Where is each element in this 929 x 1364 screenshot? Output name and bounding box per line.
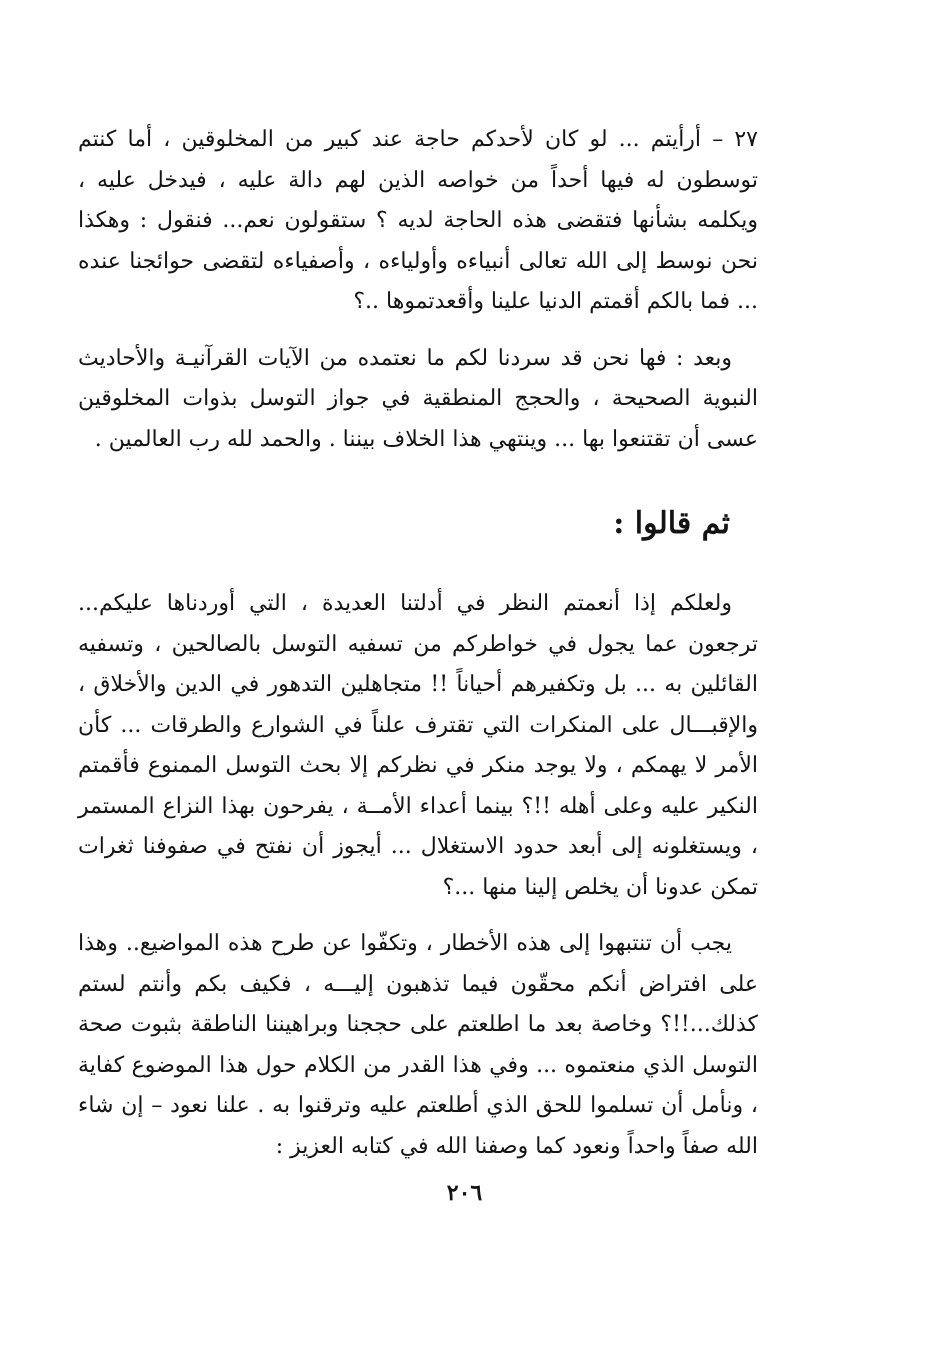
paragraph-reflection: ولعلكم إذا أنعمتم النظر في أدلتنا العديدة ، التي أوردناها عليكم... ترجعون عما يجول في خواطركم من تسفيه التوسل بالصالحين ، وتسفيه القائلين به ... بل وتكفيرهم أحياناً !! متجاهلين التدهور في الدين والأخلاق ، والإقبـــال على المنكرات التي تقترف علناً في الشوارع والطرقات ... كأن الأمر لا يهمكم ، ولا يوجد منكر في نظركم إلا بحث التوسل الممنوع فأقمتم النكير عليه وعلى أهله !!؟ بينما أعداء الأمــة ، يفرحون بهذا النزاع المستمر ، ويستغلونه إلى أبعد حدود الاستغلال ... أيجوز أن نفتح في صفوفنا ثغرات تمكن عدونا أن يخلص إلينا منها ...؟ [78,591,758,900]
page-body [78,120,758,1167]
paragraph-warning: يجب أن تنتبهوا إلى هذه الأخطار ، وتكفّوا عن طرح هذه المواضيع.. وهذا على افتراض أنكم محقّون فيما تذهبون إليـــه ، فكيف بكم وأنتم لستم كذلك...!!؟ وخاصة بعد ما اطلعتم على حججنا وبراهيننا الناطقة بثبوت صحة التوسل الذي منعتموه ... وفي هذا القدر من الكلام حول هذا الموضوع كفاية ، ونأمل أن تسلموا للحق الذي أطلعتم عليه وترقنوا به . علنا نعود – إن شاء الله صفاً واحداً ونعود كما وصفنا الله في كتابه العزيز : [78,931,758,1159]
page-number: ٢٠٦ [446,1180,483,1206]
section-heading: ثم قالوا : [613,506,730,541]
paragraph-conclusion: وبعد : فها نحن قد سردنا لكم ما نعتمده من الآيات القرآنيـة والأحاديث النبوية الصحيحة ، والحجج المنطقية في جواز التوسل بذوات المخلوقين عسى أن تقتنعوا بها ... وينتهي هذا الخلاف بيننا . والحمد لله رب العالمين . [78,345,758,452]
paragraph-27: ٢٧ – أرأيتم ... لو كان لأحدكم حاجة عند كبير من المخلوقين ، أما كنتم توسطون له فيها أحداً من خواصه الذين لهم دالة عليه ، فيدخل عليه ، ويكلمه بشأنها فتقضى هذه الحاجة لديه ؟ ستقولون نعم... فنقول : وهكذا نحن نوسط إلى الله تعالى أنبياءه وأولياءه ، وأصفياءه لتقضى حوائجنا عنده ... فما بالكم أقمتم الدنيا علينا وأقعدتموها ..؟ [78,127,758,314]
